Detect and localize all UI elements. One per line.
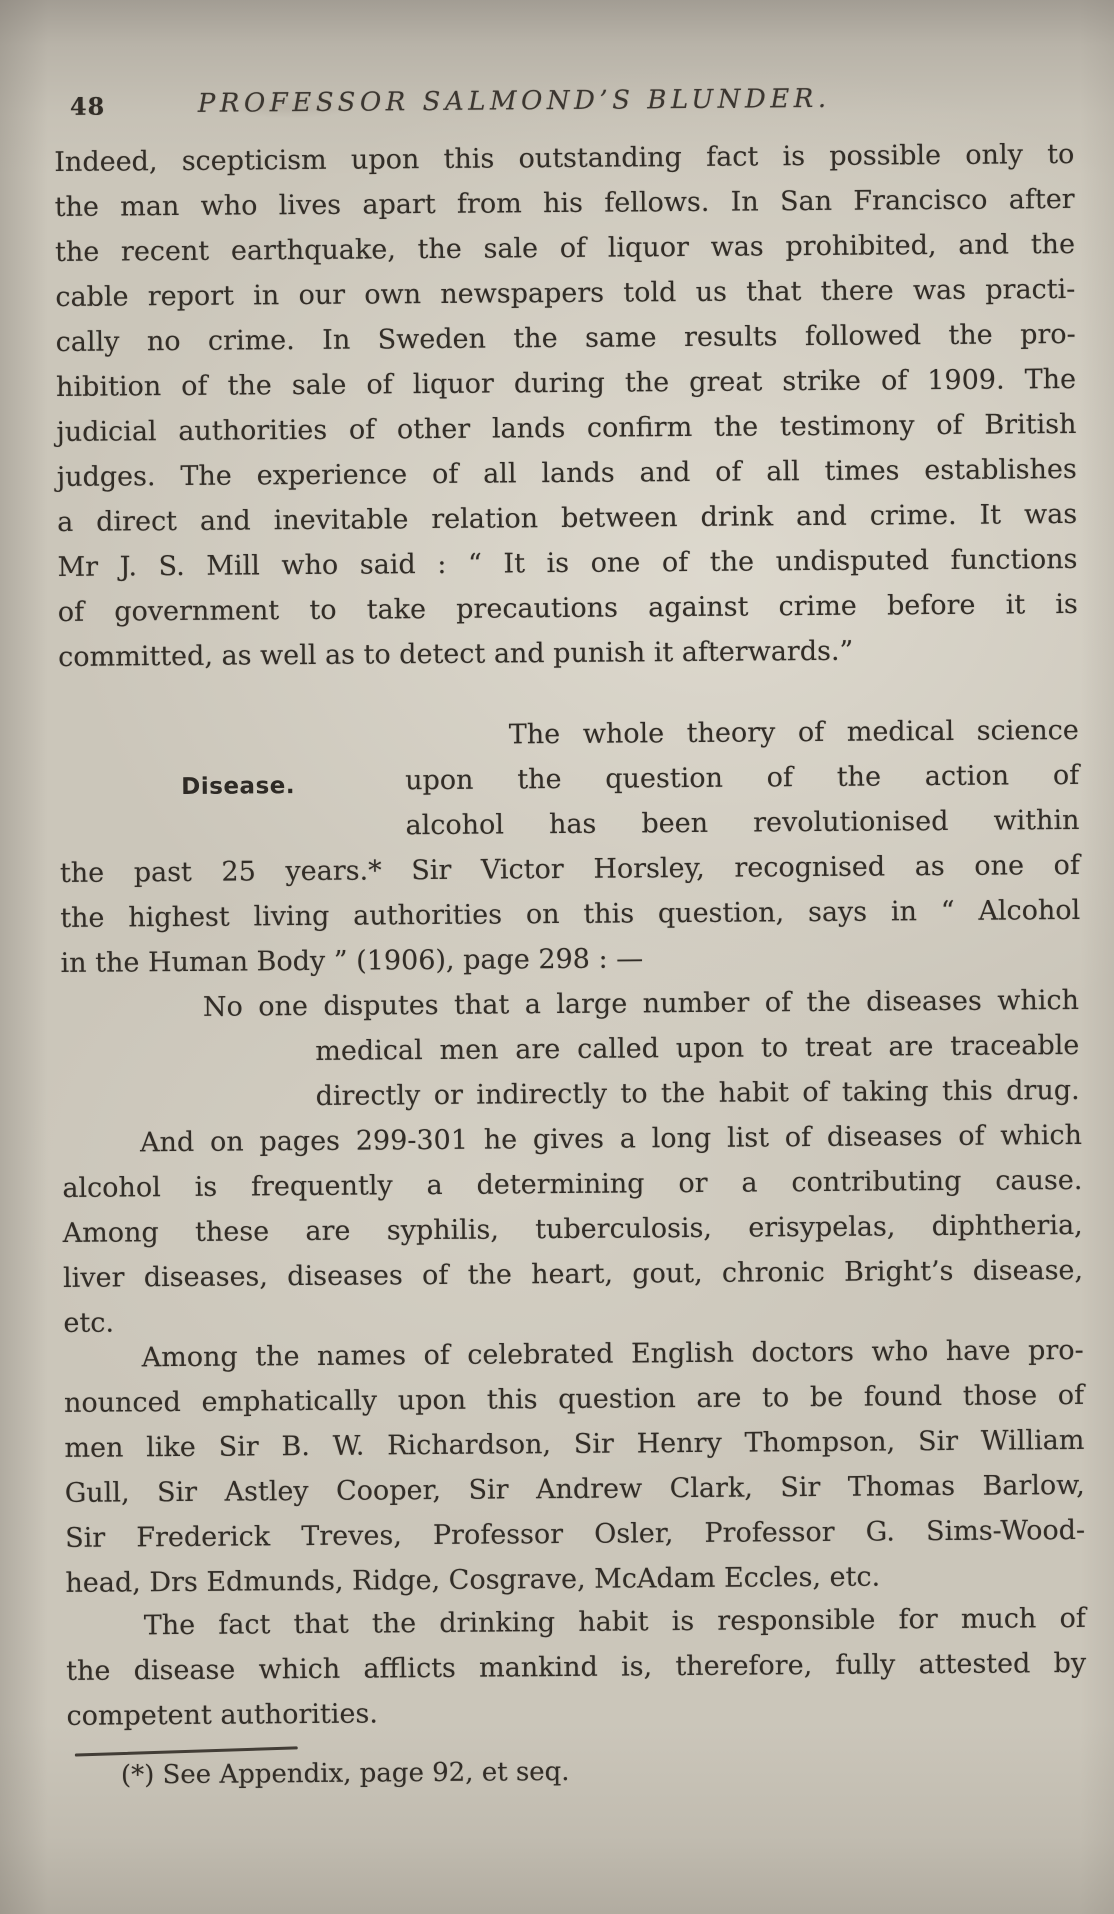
blockquote-horsley xyxy=(203,978,1080,1120)
footnote-text: (*) See Appendix, page 92, et seq. xyxy=(120,1756,570,1791)
text-line: men like Sir B. W. Richardson, Sir Henry Thompson, Sir William xyxy=(64,1424,1085,1464)
text-line: The fact that the drinking habit is responsible for much of xyxy=(143,1602,1086,1642)
text-line: the highest living authorities on this question, says in “ Alcohol xyxy=(60,894,1081,934)
text-line: the disease which afflicts mankind is, therefore, fully attested by xyxy=(66,1647,1087,1687)
text-line: judges. The experience of all lands and of all times establishes xyxy=(56,453,1077,493)
text-line: head, Drs Edmunds, Ridge, Cosgrave, McAdam Eccles, etc. xyxy=(65,1561,881,1599)
running-header-title: PROFESSOR SALMOND’S BLUNDER. xyxy=(197,83,831,119)
text-line: Among the names of celebrated English doctors who have pro- xyxy=(141,1334,1084,1374)
text-line: directly or indirectly to the habit of taking this drug. xyxy=(315,1074,1080,1112)
text-line: Sir Frederick Treves, Professor Osler, Professor G. Sims-Wood- xyxy=(65,1514,1086,1554)
paragraph-doctors xyxy=(64,1328,1086,1606)
text-line: hibition of the sale of liquor during the great strike of 1909. The xyxy=(55,363,1077,403)
text-line: Among these are syphilis, tuberculosis, erisypelas, diphtheria, xyxy=(62,1209,1083,1249)
text-line: Indeed, scepticism upon this outstanding fact is possible only to xyxy=(54,138,1075,178)
text-line: the recent earthquake, the sale of liquor was prohibited, and the xyxy=(54,228,1076,268)
text-line: of government to take precautions against crime before it is xyxy=(57,588,1078,628)
page-number: 48 xyxy=(69,91,106,121)
text-line: alcohol is frequently a determining or a contributing cause. xyxy=(62,1164,1083,1204)
text-line: And on pages 299-301 he gives a long list of diseases of which xyxy=(139,1119,1083,1159)
paragraph-conclusion xyxy=(66,1596,1087,1739)
paragraph-diseases-list xyxy=(62,1113,1084,1346)
text-line: Gull, Sir Astley Cooper, Sir Andrew Clark, Sir Thomas Barlow, xyxy=(64,1469,1085,1509)
text-line: the past 25 years.* Sir Victor Horsley, recognised as one of xyxy=(59,849,1080,889)
paragraph-crime xyxy=(54,132,1078,680)
text-line: Mr J. S. Mill who said : “ It is one of the undisputed functions xyxy=(57,543,1078,583)
text-line: a direct and inevitable relation between drink and crime. It was xyxy=(57,498,1078,538)
text-line: liver diseases, diseases of the heart, gout, chronic Bright’s disease, xyxy=(62,1254,1084,1294)
disease-section-hang-block xyxy=(405,708,1080,848)
text-line: the man who lives apart from his fellows. In San Francisco after xyxy=(54,183,1075,223)
text-line: The whole theory of medical science xyxy=(508,714,1079,751)
text-line: alcohol has been revolutionised within xyxy=(405,804,1080,842)
text-line: competent authorities. xyxy=(66,1698,378,1732)
text-line: in the Human Body ” (1906), page 298 : — xyxy=(60,943,644,979)
text-line: nounced emphatically upon this question are to be found those of xyxy=(63,1379,1085,1419)
text-line: medical men are called upon to treat are traceable xyxy=(315,1029,1080,1067)
text-line: No one disputes that a large number of the diseases which xyxy=(202,984,1080,1023)
section-sidehead-disease: Disease. xyxy=(181,773,296,800)
text-line: cally no crime. In Sweden the same results followed the pro- xyxy=(55,318,1076,358)
text-line: judicial authorities of other lands confirm the testimony of British xyxy=(56,408,1077,448)
text-line: etc. xyxy=(63,1307,115,1339)
text-line: cable report in our own newspapers told us that there was practi- xyxy=(55,273,1076,313)
text-line: committed, as well as to detect and punish it afterwards.” xyxy=(58,635,854,673)
text-line: upon the question of the action of xyxy=(405,759,1080,797)
disease-section-full-block xyxy=(60,843,1081,986)
